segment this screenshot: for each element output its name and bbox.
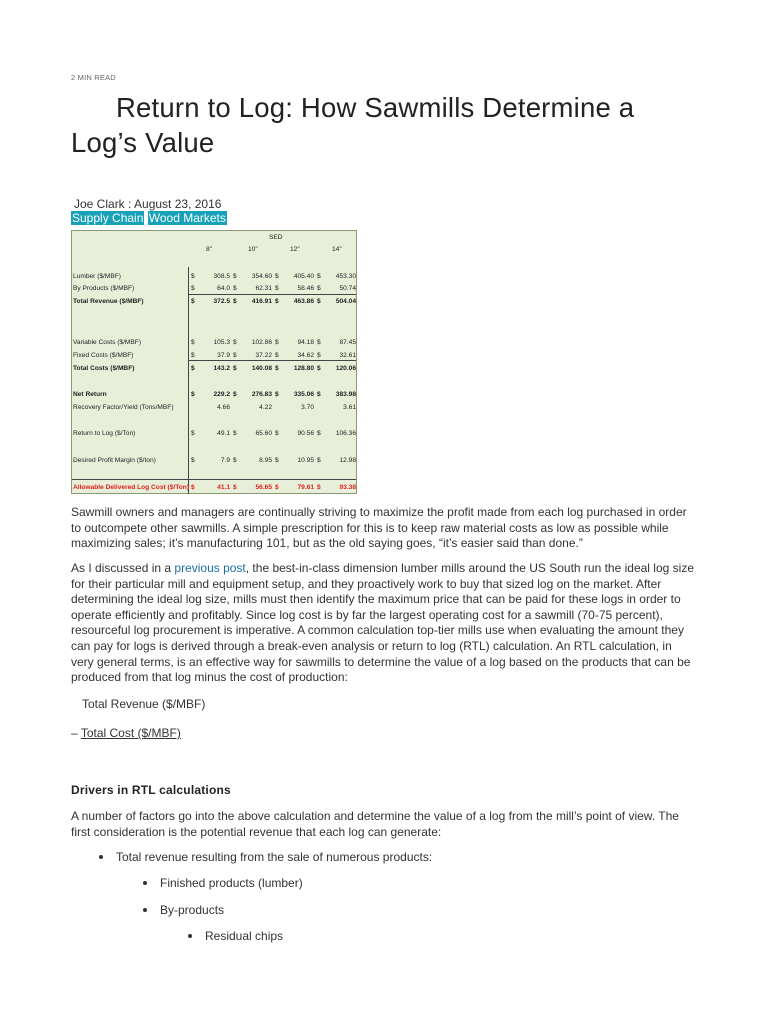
previous-post-link[interactable]: previous post bbox=[174, 561, 246, 575]
rtl-table-image bbox=[71, 230, 357, 494]
table-cell: 3.61 bbox=[343, 404, 356, 411]
table-row-label: Fixed Costs ($/MBF) bbox=[73, 352, 134, 359]
currency-symbol: $ bbox=[275, 298, 279, 305]
bullet-icon bbox=[99, 855, 103, 859]
formula-cost-line bbox=[71, 726, 181, 740]
list-item bbox=[188, 929, 283, 943]
table-cell: 10.95 bbox=[297, 457, 314, 464]
table-col-header: 14" bbox=[332, 246, 342, 253]
table-cell: 4.66 bbox=[217, 404, 230, 411]
list-item-text: Residual chips bbox=[205, 929, 284, 943]
bullet-icon bbox=[188, 934, 192, 938]
table-cell: 32.61 bbox=[339, 352, 356, 359]
list-item bbox=[143, 903, 224, 917]
currency-symbol: $ bbox=[275, 391, 279, 398]
table-cell: 94.18 bbox=[297, 339, 314, 346]
currency-symbol: $ bbox=[191, 457, 195, 464]
table-divider bbox=[72, 479, 356, 480]
table-row bbox=[72, 390, 358, 399]
table-cell: 7.9 bbox=[220, 457, 230, 464]
section-heading: Drivers in RTL calculations bbox=[71, 783, 231, 797]
table-row bbox=[72, 338, 358, 347]
table-cell: 3.70 bbox=[301, 404, 314, 411]
table-cell: 120.06 bbox=[335, 365, 356, 372]
table-row-label: Allowable Delivered Log Cost ($/Ton) bbox=[73, 484, 190, 491]
table-row-label: By Products ($/MBF) bbox=[73, 285, 135, 292]
table-row bbox=[72, 272, 358, 281]
paragraph-text: As I discussed in a bbox=[71, 561, 175, 575]
currency-symbol: $ bbox=[275, 285, 279, 292]
currency-symbol: $ bbox=[275, 484, 279, 491]
currency-symbol: $ bbox=[317, 285, 321, 292]
table-row bbox=[72, 456, 358, 465]
table-row bbox=[72, 364, 358, 373]
currency-symbol: $ bbox=[233, 339, 237, 346]
currency-symbol: $ bbox=[317, 430, 321, 437]
table-cell: 34.62 bbox=[297, 352, 314, 359]
table-row bbox=[72, 403, 358, 412]
currency-symbol: $ bbox=[233, 430, 237, 437]
currency-symbol: $ bbox=[317, 484, 321, 491]
formula-revenue: Total Revenue ($/MBF) bbox=[82, 697, 206, 711]
table-divider bbox=[188, 360, 356, 361]
currency-symbol: $ bbox=[317, 365, 321, 372]
table-row bbox=[72, 429, 358, 438]
table-row-label: Variable Costs ($/MBF) bbox=[73, 339, 142, 346]
table-cell: 105.3 bbox=[213, 339, 230, 346]
list-item bbox=[143, 876, 303, 890]
paragraph-drivers: A number of factors go into the above calculation and determine the value of a log from the mill’s point of view. The first consideration is the potential revenue that each log can generate: bbox=[71, 809, 679, 839]
currency-symbol: $ bbox=[275, 352, 279, 359]
table-row-label: Total Costs ($/MBF) bbox=[73, 365, 135, 372]
table-row-label: Return to Log ($/Ton) bbox=[73, 430, 136, 437]
currency-symbol: $ bbox=[317, 339, 321, 346]
table-col-header: 8" bbox=[206, 246, 213, 253]
table-cell: 354.60 bbox=[251, 273, 272, 280]
currency-symbol: $ bbox=[191, 339, 195, 346]
table-header-group: SED bbox=[269, 234, 283, 241]
currency-symbol: $ bbox=[317, 457, 321, 464]
currency-symbol: $ bbox=[191, 352, 195, 359]
table-cell: 383.98 bbox=[335, 391, 356, 398]
table-cell: 335.06 bbox=[293, 391, 314, 398]
table-cell: 102.86 bbox=[251, 339, 272, 346]
currency-symbol: $ bbox=[191, 430, 195, 437]
list-item-text: By-products bbox=[160, 903, 225, 917]
table-row-label: Lumber ($/MBF) bbox=[73, 273, 121, 280]
table-cell: 416.91 bbox=[251, 298, 272, 305]
currency-symbol: $ bbox=[233, 484, 237, 491]
table-col-header: 12" bbox=[290, 246, 300, 253]
table-cell: 37.22 bbox=[255, 352, 272, 359]
paragraph-rtl bbox=[71, 561, 697, 686]
table-row bbox=[72, 284, 358, 293]
table-cell: 405.40 bbox=[293, 273, 314, 280]
table-cell: 62.31 bbox=[255, 285, 272, 292]
paragraph-text: , the best-in-class dimension lumber mills around the US South run the ideal log size for their particular mill and equipment setup, and they proactively work to buy that sized log on the market. After determining the ideal log size, mills must then identify the maximum price that can be paid for these logs in order to operate efficiently and profitably. Since log cost is by far the largest operating cost for a sawmill (70-75 percent), resourceful log procurement is imperative. A common calculation top-tier mills use when evaluating the amount they can pay for logs is derived through a break-even analysis or return to log (RTL) calculation. An RTL calculation, in very general terms, is an effective way for sawmills to determine the value of a log based on the products that can be produced from that log minus the cost of production: bbox=[71, 561, 694, 685]
paragraph-intro: Sawmill owners and managers are continually striving to maximize the profit made from each log purchased in order to outcompete other sawmills. A simple prescription for this is to keep raw material costs as low as possible while maximizing sales; it’s manufacturing 101, but as the old saying goes, “it’s easier said than done.” bbox=[71, 505, 687, 551]
byline: Joe Clark : August 23, 2016 bbox=[74, 197, 222, 211]
table-cell: 140.08 bbox=[251, 365, 272, 372]
table-cell: 453.30 bbox=[335, 273, 356, 280]
table-cell: 37.9 bbox=[217, 352, 230, 359]
table-cell: 93.38 bbox=[339, 484, 356, 491]
table-cell: 90.56 bbox=[297, 430, 314, 437]
formula-cost: Total Cost ($/MBF) bbox=[80, 726, 181, 740]
currency-symbol: $ bbox=[191, 273, 195, 280]
currency-symbol: $ bbox=[317, 298, 321, 305]
currency-symbol: $ bbox=[275, 273, 279, 280]
table-cell: 504.04 bbox=[335, 298, 356, 305]
table-cell: 65.60 bbox=[255, 430, 272, 437]
tag-supply-chain[interactable]: Supply Chain bbox=[72, 211, 144, 225]
table-cell: 87.45 bbox=[339, 339, 356, 346]
currency-symbol: $ bbox=[275, 365, 279, 372]
table-row-label: Total Revenue ($/MBF) bbox=[73, 298, 144, 305]
currency-symbol: $ bbox=[191, 484, 195, 491]
table-cell: 56.65 bbox=[255, 484, 272, 491]
table-cell: 229.2 bbox=[213, 391, 230, 398]
read-time-label: 2 MIN READ bbox=[71, 73, 116, 82]
currency-symbol: $ bbox=[317, 391, 321, 398]
table-cell: 79.61 bbox=[297, 484, 314, 491]
currency-symbol: $ bbox=[233, 365, 237, 372]
minus-sign: – bbox=[71, 726, 78, 740]
currency-symbol: $ bbox=[191, 391, 195, 398]
tag-wood-markets[interactable]: Wood Markets bbox=[148, 211, 226, 225]
table-cell: 128.80 bbox=[293, 365, 314, 372]
article-title: Return to Log: How Sawmills Determine a Log’s Value bbox=[71, 92, 635, 158]
currency-symbol: $ bbox=[233, 457, 237, 464]
currency-symbol: $ bbox=[191, 298, 195, 305]
currency-symbol: $ bbox=[233, 352, 237, 359]
currency-symbol: $ bbox=[233, 298, 237, 305]
currency-symbol: $ bbox=[275, 430, 279, 437]
list-item-text: Finished products (lumber) bbox=[160, 876, 303, 890]
table-cell: 276.83 bbox=[251, 391, 272, 398]
currency-symbol: $ bbox=[233, 273, 237, 280]
list-item bbox=[99, 850, 432, 864]
table-row-label: Recovery Factor/Yield (Tons/MBF) bbox=[73, 404, 174, 411]
list-item-text: Total revenue resulting from the sale of numerous products: bbox=[116, 850, 433, 864]
table-cell: 143.2 bbox=[213, 365, 230, 372]
table-cell: 8.95 bbox=[259, 457, 272, 464]
table-col-header: 10" bbox=[248, 246, 258, 253]
currency-symbol: $ bbox=[191, 285, 195, 292]
currency-symbol: $ bbox=[317, 352, 321, 359]
table-divider bbox=[188, 294, 356, 295]
table-cell: 50.74 bbox=[339, 285, 356, 292]
table-row bbox=[72, 483, 358, 492]
table-cell: 41.1 bbox=[217, 484, 230, 491]
bullet-icon bbox=[143, 908, 147, 912]
currency-symbol: $ bbox=[317, 273, 321, 280]
table-cell: 64.0 bbox=[217, 285, 230, 292]
currency-symbol: $ bbox=[233, 391, 237, 398]
table-cell: 4.22 bbox=[259, 404, 272, 411]
table-cell: 58.46 bbox=[297, 285, 314, 292]
table-row bbox=[72, 351, 358, 360]
table-cell: 12.98 bbox=[339, 457, 356, 464]
table-cell: 106.36 bbox=[335, 430, 356, 437]
table-row bbox=[72, 297, 358, 306]
currency-symbol: $ bbox=[191, 365, 195, 372]
bullet-icon bbox=[143, 881, 147, 885]
table-row-label: Desired Profit Margin ($/ton) bbox=[73, 457, 156, 464]
table-cell: 463.86 bbox=[293, 298, 314, 305]
table-cell: 49.1 bbox=[217, 430, 230, 437]
currency-symbol: $ bbox=[275, 457, 279, 464]
table-row-label: Net Return bbox=[73, 391, 107, 398]
table-cell: 308.5 bbox=[213, 273, 230, 280]
tag-list bbox=[71, 211, 227, 225]
table-cell: 372.5 bbox=[213, 298, 230, 305]
currency-symbol: $ bbox=[233, 285, 237, 292]
currency-symbol: $ bbox=[275, 339, 279, 346]
